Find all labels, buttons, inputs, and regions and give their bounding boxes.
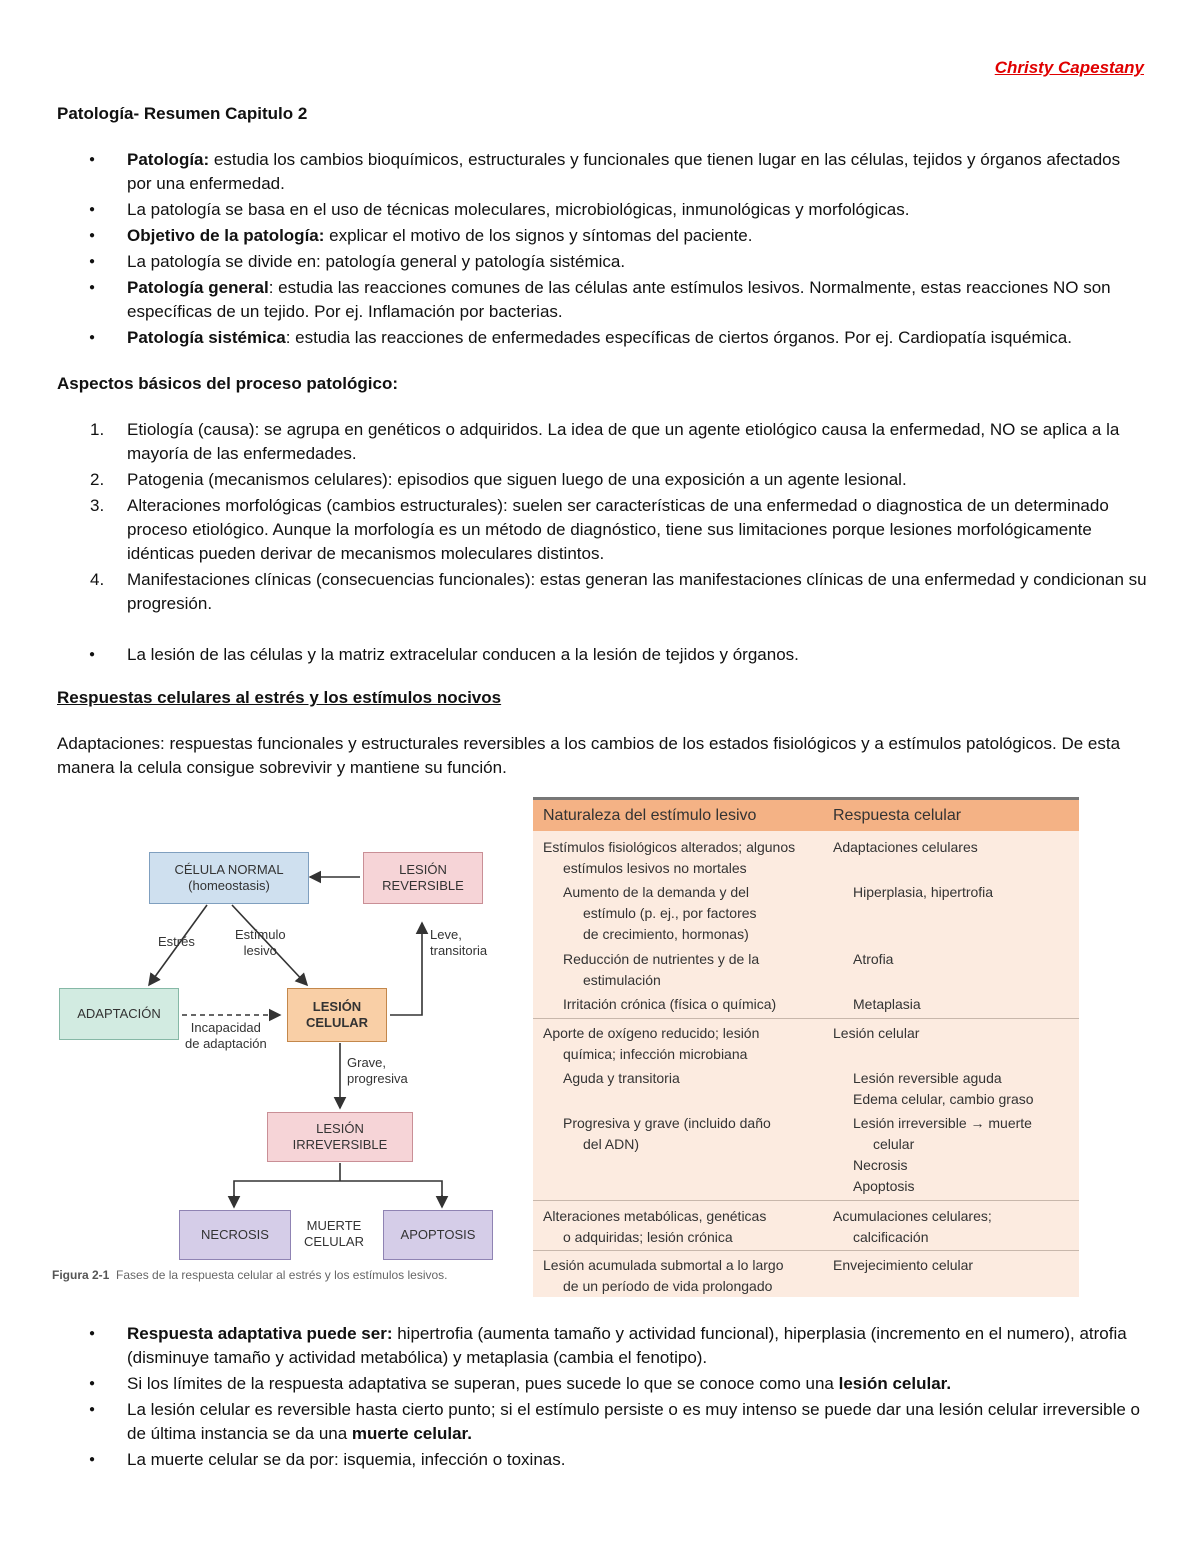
list-item: ● La lesión de las células y la matriz extracelular conducen a la lesión de tejidos y órganos. (57, 643, 1147, 667)
table-cell: Lesión celular (833, 1025, 920, 1041)
table-divider (533, 1250, 1079, 1251)
stimulus-response-table (533, 797, 1079, 1297)
table-col-stimulus: Naturaleza del estímulo lesivo (543, 807, 757, 824)
list-item: ● La patología se basa en el uso de técnicas moleculares, microbiológicas, inmunológicas y morfológicas. (57, 198, 1147, 222)
list-item: ● Si los límites de la respuesta adaptativa se superan, pues sucede lo que se conoce como una lesión celular. (57, 1372, 1147, 1396)
list-item: ● Patología: estudia los cambios bioquímicos, estructurales y funcionales que tienen lugar en las células, tejidos y órganos afectados por una enfermedad. (57, 148, 1147, 196)
lesion-bullet-list (57, 643, 1147, 669)
inability-label: Incapacidad de adaptación (185, 1020, 267, 1051)
necrosis-node: NECROSIS (179, 1210, 291, 1260)
aspects-heading: Aspectos básicos del proceso patológico: (57, 374, 399, 393)
cell-response-diagram (52, 835, 522, 1295)
responses-heading: Respuestas celulares al estrés y los estímulos nocivos (57, 688, 502, 707)
document-title: Patología- Resumen Capitulo 2 (57, 104, 308, 123)
table-cell: Lesión acumulada submortal a lo largo de un período de vida prolongado (543, 1257, 784, 1294)
table-cell: Estímulos fisiológicos alterados; algunos estímulos lesivos no mortales (543, 839, 796, 876)
adaptations-paragraph: Adaptaciones: respuestas funcionales y estructurales reversibles a los cambios de los estados fisiológicos y a estímulos patológicos. De esta manera la celula consigue sobrevivir y mantiene su función. (57, 734, 1121, 777)
table-cell: Lesión irreversible → muerte celular Necrosis Apoptosis (853, 1115, 1032, 1194)
normal-cell-node: CÉLULA NORMAL (homeostasis) (149, 852, 309, 904)
table-cell: Hiperplasia, hipertrofia (853, 884, 994, 900)
list-item: ● La patología se divide en: patología general y patología sistémica. (57, 250, 1147, 274)
mild-label: Leve, transitoria (430, 927, 488, 958)
arrow-mild (390, 923, 422, 1015)
table-cell: Acumulaciones celulares; calcificación (833, 1208, 992, 1245)
cell-injury-node: LESIÓN CELULAR (287, 988, 387, 1042)
aspects-numbered-list (57, 418, 1147, 618)
figure-caption: Figura 2-1 Fases de la respuesta celular al estrés y los estímulos lesivos. (52, 1268, 448, 1282)
list-item: 4. Manifestaciones clínicas (consecuencias funcionales): estas generan las manifestaciones clínicas de una enfermedad y condicionan su progresión. (90, 570, 1147, 613)
table-cell: Reducción de nutrientes y de la estimulación (563, 951, 760, 988)
table-cell: Alteraciones metabólicas, genéticas o adquiridas; lesión crónica (543, 1208, 767, 1245)
table-cell: Aporte de oxígeno reducido; lesión química; infección microbiana (543, 1025, 760, 1062)
adaptation-node: ADAPTACIÓN (59, 988, 179, 1040)
severe-label: Grave, progresiva (347, 1055, 408, 1086)
table-col-response: Respuesta celular (833, 807, 962, 824)
stimulus-label: Estímulo lesivo (235, 927, 286, 958)
table-cell: Atrofia (853, 951, 894, 967)
reversible-injury-node: LESIÓN REVERSIBLE (363, 852, 483, 904)
table-cell: Adaptaciones celulares (833, 839, 978, 855)
list-item: 3. Alteraciones morfológicas (cambios estructurales): suelen ser características de una enfermedad o diagnostica de un determinado proceso etiológico. Aunque la morfología es un método de diagnóstico, tiene sus limitaciones porque lesiones morfológicamente idénticas pueden derivar de mecanismos moleculares distintos. (90, 496, 1109, 563)
list-item: ● Respuesta adaptativa puede ser: hipertrofia (aumenta tamaño y actividad funcional), hiperplasia (incremento en el numero), atrofia (disminuye tamaño y actividad metabólica) y metaplasia (cambia el fenotipo). (57, 1322, 1147, 1370)
list-item: ● La muerte celular se da por: isquemia, infección o toxinas. (57, 1448, 1147, 1472)
arrow-split (234, 1181, 442, 1205)
final-bullet-list (57, 1322, 1147, 1474)
list-item: ● Patología sistémica: estudia las reacciones de enfermedades específicas de ciertos órganos. Por ej. Cardiopatía isquémica. (57, 326, 1147, 350)
list-item: ● La lesión celular es reversible hasta cierto punto; si el estímulo persiste o es muy intenso se puede dar una lesión celular irreversible o de última instancia se da una muerte celular. (57, 1398, 1147, 1446)
table-divider (533, 1200, 1079, 1201)
apoptosis-node: APOPTOSIS (383, 1210, 493, 1260)
list-item: 2. Patogenia (mecanismos celulares): episodios que siguen luego de una exposición a un agente lesional. (90, 470, 907, 489)
table-divider (533, 1018, 1079, 1019)
table-cell: Progresiva y grave (incluido daño del ADN) (563, 1115, 771, 1152)
list-item: 1. Etiología (causa): se agrupa en genéticos o adquiridos. La idea de que un agente etiológico causa la enfermedad, NO se aplica a la mayoría de las enfermedades. (90, 420, 1120, 463)
table-cell: Irritación crónica (física o química) (563, 996, 777, 1012)
table-header (533, 797, 1079, 831)
stress-label: Estrés (158, 934, 195, 949)
list-item: ● Patología general: estudia las reacciones comunes de las células ante estímulos lesivos. Normalmente, estas reacciones NO son específicas de un tejido. Por ej. Inflamación por bacterias. (57, 276, 1147, 324)
intro-bullet-list (57, 148, 1147, 352)
table-cell: Aguda y transitoria (563, 1070, 680, 1086)
table-cell: Metaplasia (853, 996, 921, 1012)
cell-death-label: MUERTE CELULAR (304, 1218, 364, 1249)
irreversible-injury-node: LESIÓN IRREVERSIBLE (267, 1112, 413, 1162)
table-cell: Aumento de la demanda y del estímulo (p. ej., por factores de crecimiento, hormonas) (563, 884, 757, 942)
table-cell: Envejecimiento celular (833, 1257, 974, 1273)
list-item: ● Objetivo de la patología: explicar el motivo de los signos y síntomas del paciente. (57, 224, 1147, 248)
table-cell: Lesión reversible aguda Edema celular, cambio graso (853, 1070, 1034, 1107)
author-name: Christy Capestany (994, 58, 1144, 77)
